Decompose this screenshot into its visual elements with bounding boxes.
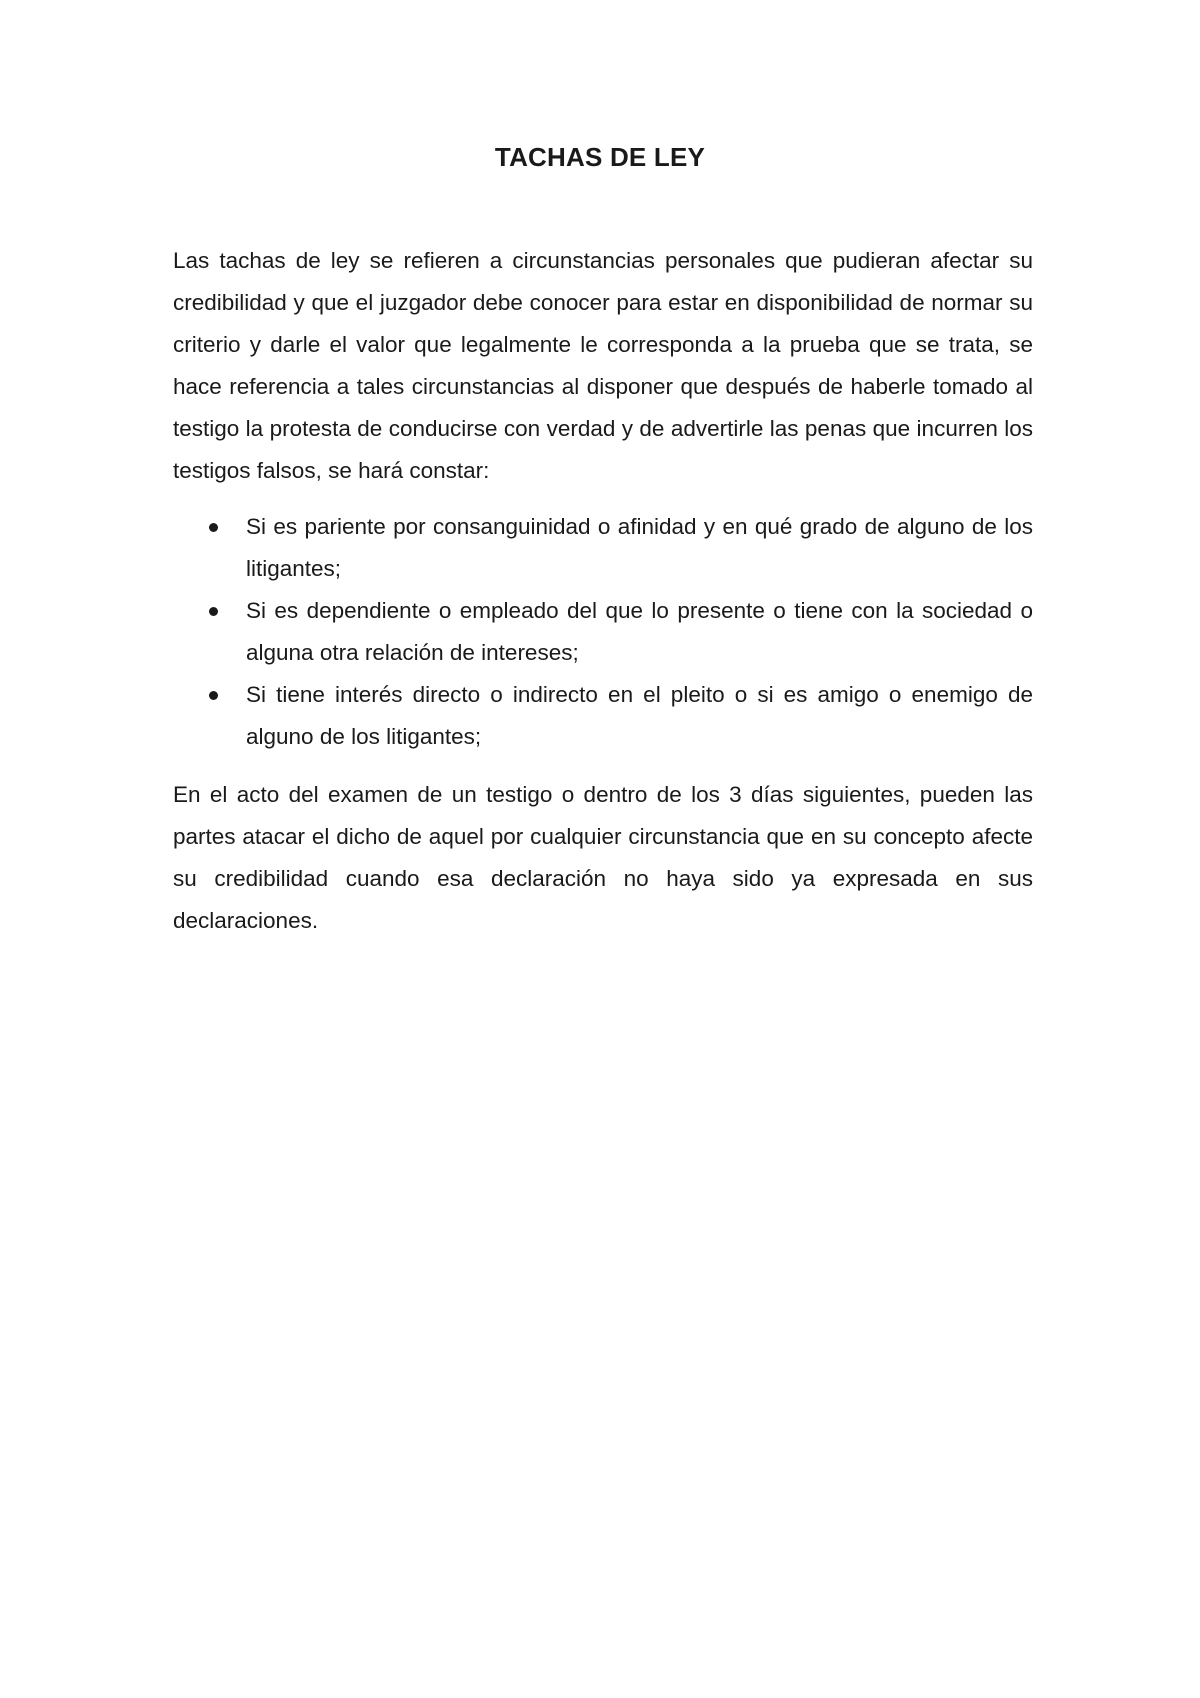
page-title: TACHAS DE LEY [494, 142, 706, 172]
document-body [173, 240, 1033, 942]
list-item [173, 590, 1033, 674]
bullet-icon [209, 523, 218, 532]
bullet-icon [209, 607, 218, 616]
list-item-text: Si tiene interés directo o indirecto en el pleito o si es amigo o enemigo de alguno de los litigantes; [246, 682, 1033, 749]
list-item-text: Si es dependiente o empleado del que lo presente o tiene con la sociedad o alguna otra relación de intereses; [246, 598, 1033, 665]
intro-paragraph: Las tachas de ley se refieren a circunstancias personales que pudieran afectar su credibilidad y que el juzgador debe conocer para estar en disponibilidad de normar su criterio y darle el valor que legalmente le corresponda a la prueba que se trata, se hace referencia a tales circunstancias al disponer que después de haberle tomado al testigo la protesta de conducirse con verdad y de advertirle las penas que incurren los testigos falsos, se hará constar: [173, 248, 1033, 483]
closing-paragraph: En el acto del examen de un testigo o dentro de los 3 días siguientes, pueden las partes atacar el dicho de aquel por cualquier circunstancia que en su concepto afecte su credibilidad cuando esa declaración no haya sido ya expresada en sus declaraciones. [173, 782, 1033, 933]
list-item [173, 506, 1033, 590]
list-item [173, 674, 1033, 758]
bullet-list [173, 506, 1033, 758]
list-item-text: Si es pariente por consanguinidad o afinidad y en qué grado de alguno de los litigantes; [246, 514, 1033, 581]
bullet-icon [209, 691, 218, 700]
